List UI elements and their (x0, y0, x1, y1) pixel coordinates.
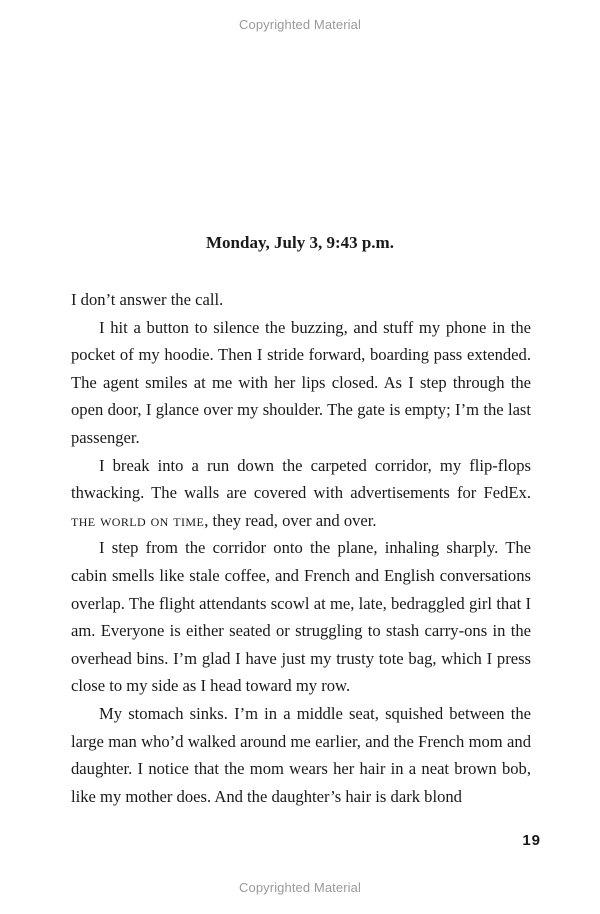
paragraph-3-end: , they read, over and over. (204, 510, 377, 530)
paragraph-4: I step from the corridor onto the plane, inhaling sharply. The cabin smells like stale coffee, and French and English conversations overlap. The flight attendants scowl at me, late, bedraggled girl that I am. Everyone is either seated or struggling to stash carry-ons in the overhead bins. I’m glad I have just my trusty tote bag, which I press close to my side as I head toward my row. (71, 538, 531, 696)
paragraph-2: I hit a button to silence the buzzing, and stuff my phone in the pocket of my hoodie. Then I stride forward, boarding pass extended. The agent smiles at me with her lips closed. As I step through the open door, I glance over my shoulder. The gate is empty; I’m the last passenger. (71, 317, 531, 447)
fedex-slogan: the world on time (71, 510, 205, 530)
copyright-watermark-bottom: Copyrighted Material (239, 880, 361, 895)
section-heading: Monday, July 3, 9:43 p.m. (206, 233, 394, 252)
body-text (71, 286, 531, 810)
page-number: 19 (522, 832, 541, 849)
paragraph-5: My stomach sinks. I’m in a middle seat, squished between the large man who’d walked around me earlier, and the French mom and daughter. I notice that the mom wears her hair in a neat brown bob, like my mother does. And the daughter’s hair is dark blond (71, 703, 531, 806)
paragraph-3-start: I break into a run down the carpeted corridor, my flip-flops thwacking. The walls are covered with advertisements for FedEx. (71, 455, 531, 503)
copyright-watermark-top: Copyrighted Material (239, 17, 361, 32)
paragraph-1: I don’t answer the call. (71, 290, 224, 309)
paragraph-3 (71, 452, 531, 535)
